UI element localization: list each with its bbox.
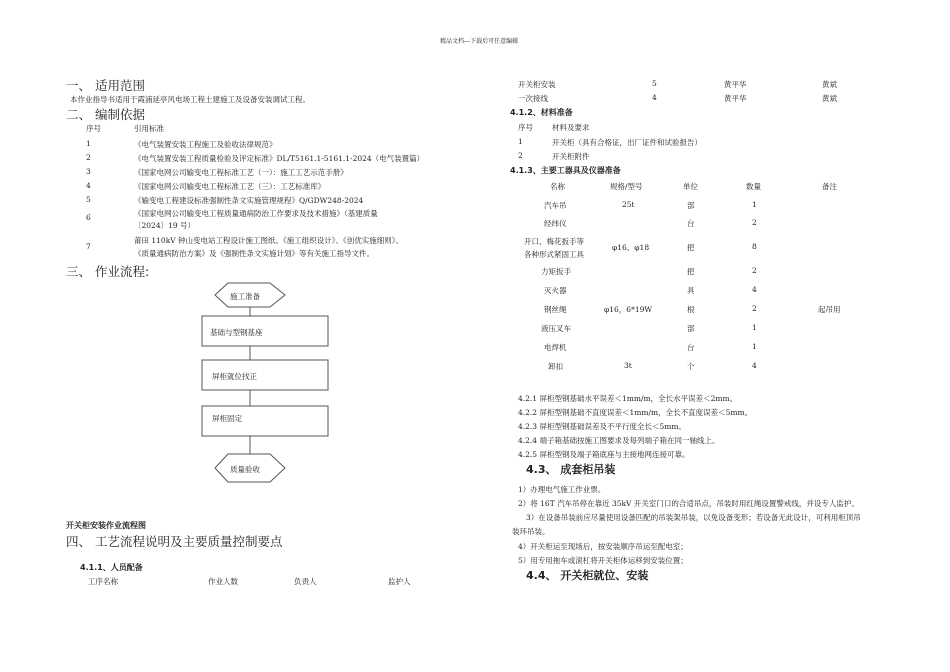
tool-col-header: 备注 bbox=[822, 182, 837, 191]
material-col-header: 材料及要求 bbox=[552, 123, 590, 132]
tool-qty: 2 bbox=[752, 266, 757, 275]
tool-spec: φ16，6*19W bbox=[604, 305, 653, 314]
ref-col-standard: 引用标准 bbox=[134, 124, 164, 133]
personnel-cell: 黄斌 bbox=[822, 80, 837, 89]
tool-unit: 个 bbox=[687, 362, 695, 371]
tool-unit: 部 bbox=[687, 324, 695, 333]
ref-text: 《国家电网公司输变电工程质量通病防治工作要求及技术措施》（基建质量 bbox=[134, 209, 378, 218]
section-412-title: 4.1.2、材料准备 bbox=[510, 108, 573, 117]
ref-text: 《质量通病防治方案》及《强制性条文实施计划》等有关施工指导文件。 bbox=[134, 249, 374, 258]
tool-name: 钢丝绳 bbox=[544, 305, 567, 314]
flow-step-1-label: 基础与型钢基座 bbox=[210, 328, 263, 337]
flow-step-2-label: 屏柜就位找正 bbox=[212, 372, 257, 381]
tool-name: 汽车吊 bbox=[544, 201, 567, 210]
section-43-title: 4.3、 成套柜吊装 bbox=[526, 463, 616, 476]
spec-line: 4.2.3 屏柜型钢基础误差及不平行度全长＜5mm。 bbox=[518, 422, 686, 431]
page-header: 精品文档---下载后可任意编辑 bbox=[440, 38, 519, 45]
flow-step-3-label: 屏柜固定 bbox=[212, 414, 242, 423]
tool-unit: 把 bbox=[687, 267, 695, 276]
personnel-cell: 黄斌 bbox=[822, 94, 837, 103]
tool-qty: 1 bbox=[752, 323, 757, 332]
section-413-title: 4.1.3、主要工器具及仪器准备 bbox=[510, 166, 621, 175]
tool-name: 开口、梅花扳手等 bbox=[524, 237, 584, 246]
ref-no: 7 bbox=[86, 242, 91, 251]
tool-name: 各种形式紧固工具 bbox=[524, 250, 584, 259]
tool-name: 卸扣 bbox=[548, 362, 563, 371]
ref-text: 《国家电网公司输变电工程标准工艺（三）：工艺标准库》 bbox=[134, 182, 326, 191]
ref-text: 《电气装置安装工程施工及验收法律规范》 bbox=[134, 140, 277, 149]
spec-line: 4.2.1 屏柜型钢基础水平误差＜1mm/m，全长水平误差＜2mm。 bbox=[518, 394, 738, 403]
tool-col-header: 数量 bbox=[746, 182, 761, 191]
tool-qty: 1 bbox=[752, 200, 757, 209]
tool-unit: 台 bbox=[687, 219, 695, 228]
lift-step: 1）办理电气施工作业票。 bbox=[518, 485, 606, 494]
tool-unit: 把 bbox=[687, 243, 695, 252]
lift-step: 装环吊装。 bbox=[512, 527, 550, 536]
ref-text: 莆田 110kV 钟山变电站工程设计施工图纸、《施工组织设计》、《创优实施细则》、 bbox=[134, 236, 404, 245]
ref-no: 4 bbox=[86, 181, 91, 190]
personnel-cell: 5 bbox=[652, 79, 657, 88]
tool-col-header: 规格/型号 bbox=[610, 182, 643, 191]
material-col-header: 序号 bbox=[518, 123, 533, 132]
flow-start-label: 施工准备 bbox=[230, 292, 260, 301]
tool-qty: 8 bbox=[752, 242, 757, 251]
tool-note: 起吊用 bbox=[818, 305, 841, 314]
tool-col-header: 单位 bbox=[683, 182, 698, 191]
spec-line: 4.2.5 屏柜型钢及端子箱底座与主接地网连接可靠。 bbox=[518, 450, 690, 459]
personnel-col-header: 负责人 bbox=[294, 577, 317, 586]
lift-step: 5）用专用拖车或滚杠将开关柜体运移到安装位置； bbox=[518, 556, 688, 565]
section-4-title: 四、 工艺流程说明及主要质量控制要点 bbox=[66, 534, 283, 549]
tool-name: 液压叉车 bbox=[541, 324, 571, 333]
tool-col-header: 名称 bbox=[550, 182, 565, 191]
lift-step: 2）将 16T 汽车吊停在靠近 35kV 开关室门口的合适吊点，吊装时用红绳设置警戒线，并设专人监护。 bbox=[518, 499, 859, 508]
ref-no: 2 bbox=[86, 153, 91, 162]
spec-line: 4.2.2 屏柜型钢基础不直度误差＜1mm/m，全长不直度误差＜5mm。 bbox=[518, 408, 753, 417]
spec-line: 4.2.4 端子箱基础按施工图要求及每列端子箱在同一轴线上。 bbox=[518, 436, 720, 445]
tool-spec: 3t bbox=[624, 361, 632, 370]
flow-caption: 开关柜安装作业流程图 bbox=[66, 521, 146, 530]
flowchart bbox=[200, 278, 340, 492]
tool-unit: 部 bbox=[687, 201, 695, 210]
section-1-title: 一、 适用范围 bbox=[66, 78, 145, 93]
personnel-cell: 4 bbox=[652, 93, 657, 102]
ref-col-no: 序号 bbox=[86, 124, 101, 133]
tool-name: 电焊机 bbox=[544, 343, 567, 352]
ref-text: 《电气装置安装工程质量检验及评定标准》DL/T5161.1-5161.1-2024（电气装置篇） bbox=[134, 154, 425, 163]
tool-name: 灭火器 bbox=[544, 286, 567, 295]
section-44-title: 4.4、 开关柜就位、安装 bbox=[526, 569, 649, 582]
section-1-text: 本作业指导书适用于霞浦延亭风电场工程土建施工及设备安装调试工程。 bbox=[70, 95, 310, 104]
personnel-cell: 黄平华 bbox=[724, 80, 747, 89]
flow-end-label: 质量验收 bbox=[230, 465, 260, 474]
personnel-cell: 开关柜安装 bbox=[518, 80, 556, 89]
ref-no: 1 bbox=[86, 139, 91, 148]
tool-qty: 4 bbox=[752, 361, 757, 370]
section-3-title: 三、 作业流程: bbox=[66, 264, 150, 279]
ref-text: 〔2024〕19 号） bbox=[134, 221, 196, 230]
personnel-col-header: 工序名称 bbox=[88, 577, 118, 586]
ref-no: 6 bbox=[86, 213, 91, 222]
personnel-cell: 一次接线 bbox=[518, 94, 548, 103]
tool-spec: 25t bbox=[622, 200, 635, 209]
ref-no: 5 bbox=[86, 195, 91, 204]
personnel-col-header: 作业人数 bbox=[208, 577, 238, 586]
tool-qty: 2 bbox=[752, 304, 757, 313]
tool-unit: 台 bbox=[687, 343, 695, 352]
ref-no: 3 bbox=[86, 167, 91, 176]
material-text: 开关柜（具有合格证，出厂证件和试验报告） bbox=[552, 138, 702, 147]
ref-text: 《输变电工程建设标准强制性条文实施管理规程》Q/GDW248-2024 bbox=[134, 196, 364, 205]
tool-unit: 具 bbox=[687, 286, 695, 295]
lift-step: 4）开关柜运至现场后，按安装顺序吊运至配电室； bbox=[518, 542, 688, 551]
material-no: 1 bbox=[518, 137, 523, 146]
lift-step: 3）在设备吊装前应尽量使用设备匹配的吊装架吊装，以免设备变形；若设备无此设计，可利用柜顶吊 bbox=[526, 513, 861, 522]
tool-name: 力矩扳手 bbox=[541, 267, 571, 276]
tool-qty: 2 bbox=[752, 218, 757, 227]
section-411-title: 4.1.1、人员配备 bbox=[80, 563, 143, 572]
tool-qty: 1 bbox=[752, 342, 757, 351]
personnel-cell: 黄平华 bbox=[724, 94, 747, 103]
tool-qty: 4 bbox=[752, 285, 757, 294]
material-text: 开关柜附件 bbox=[552, 152, 590, 161]
tool-unit: 根 bbox=[687, 305, 695, 314]
material-no: 2 bbox=[518, 151, 523, 160]
section-2-title: 二、 编制依据 bbox=[66, 107, 145, 122]
tool-spec: φ16、φ18 bbox=[612, 243, 650, 252]
tool-name: 经纬仪 bbox=[544, 219, 567, 228]
ref-text: 《国家电网公司输变电工程标准工艺（一）：施工工艺示范手册》 bbox=[134, 168, 348, 177]
personnel-col-header: 监护人 bbox=[388, 577, 411, 586]
